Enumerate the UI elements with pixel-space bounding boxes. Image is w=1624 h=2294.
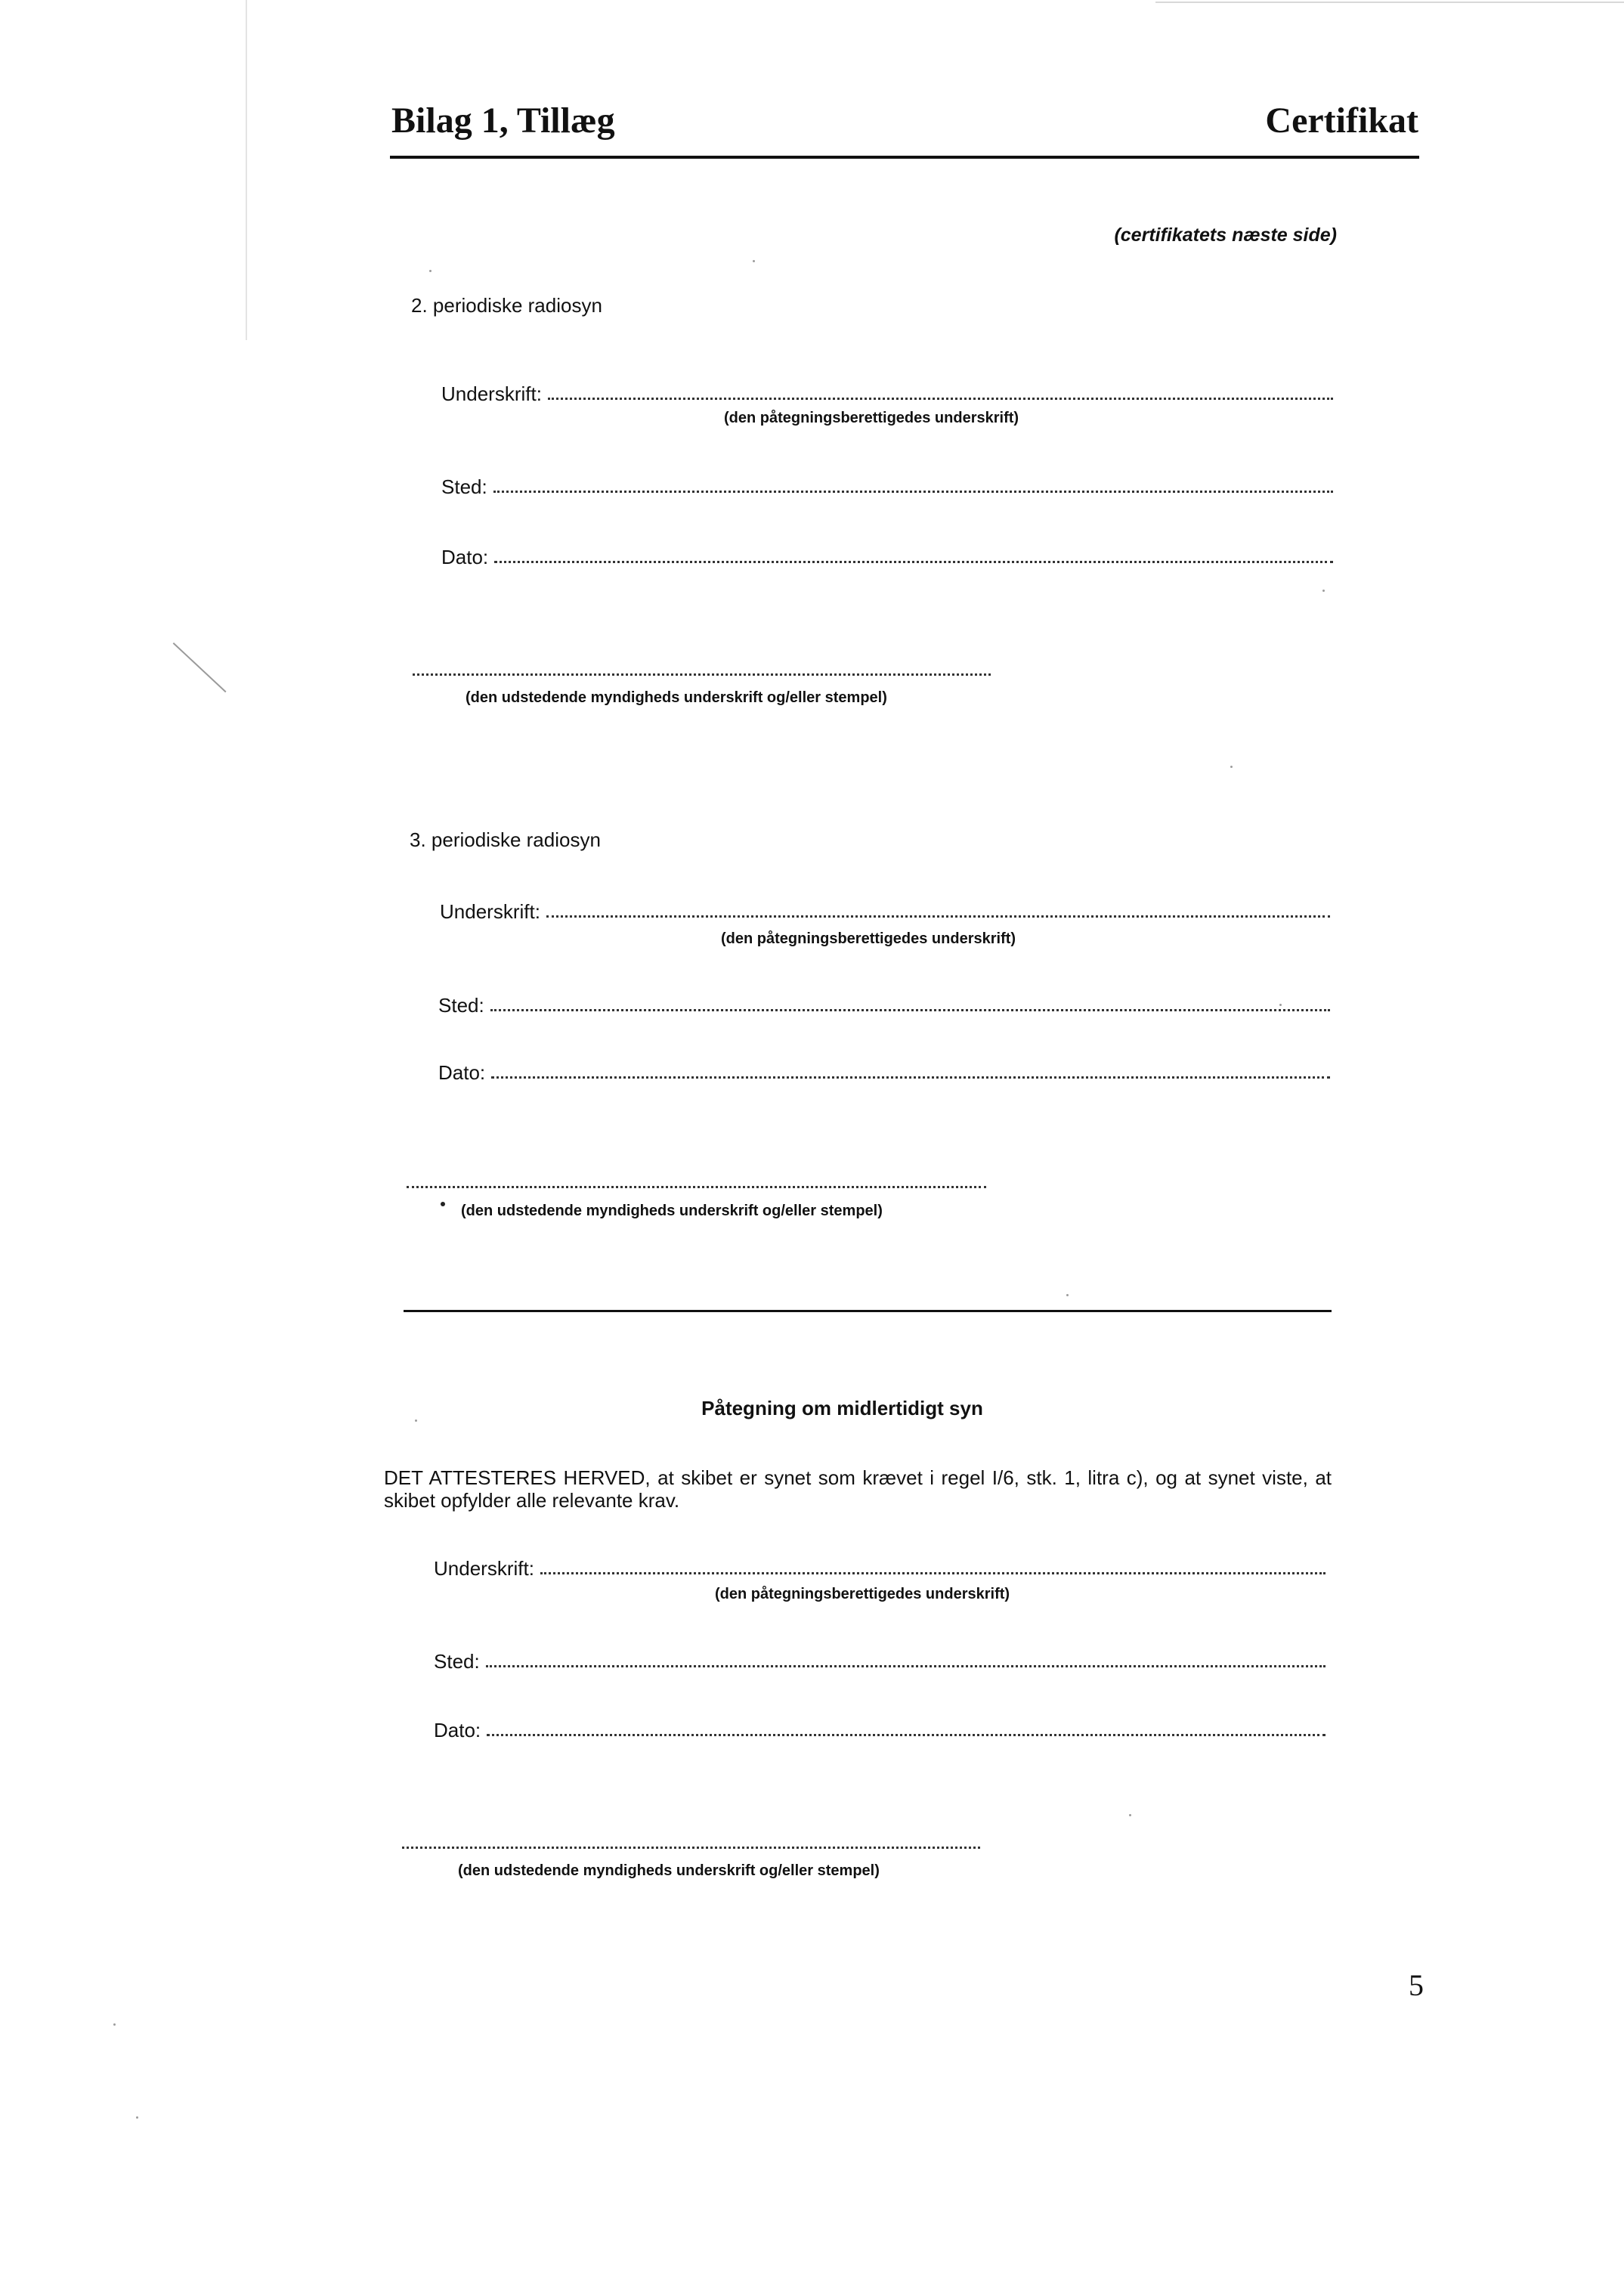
signature-caption: (den udstedende myndigheds underskrift og/eller stempel) [466,689,887,706]
field-label: Sted: [434,1650,480,1673]
section-divider [404,1310,1332,1312]
appendix-title: Bilag 1, Tillæg [391,101,615,141]
dotted-line [493,491,1333,493]
certificate-title: Certifikat [1265,101,1418,141]
endorsement-heading: Påtegning om midlertidigt syn [701,1397,983,1419]
field-caption: (den påtegningsberettigedes underskrift) [715,1586,1010,1602]
scan-speck [113,2023,116,2026]
dotted-line [486,1665,1325,1667]
date-field[interactable] [434,1716,1325,1741]
field-caption: (den påtegningsberettigedes underskrift) [721,930,1016,947]
place-field[interactable] [441,472,1333,498]
scan-speck [1322,590,1325,592]
dotted-line [540,1572,1325,1574]
dotted-line [548,398,1333,400]
dotted-line [491,1076,1330,1079]
authority-signature-line[interactable] [413,673,991,676]
signature-caption: (den udstedende myndigheds underskrift og/eller stempel) [458,1862,880,1879]
signature-field[interactable] [434,1554,1325,1580]
header-rule [390,156,1419,159]
field-label: Dato: [441,546,489,568]
continuation-note: (certifikatets næste side) [1114,224,1337,246]
dotted-line [546,915,1330,918]
scan-speck [429,270,432,272]
field-label: Sted: [438,994,484,1017]
scan-speck [1129,1814,1131,1816]
date-field[interactable] [438,1058,1330,1084]
scan-edge-artifact [246,0,247,340]
page-number: 5 [1409,1968,1424,2002]
authority-signature-line[interactable] [407,1186,986,1188]
attestation-text: DET ATTESTERES HERVED, at skibet er synet som krævet i regel I/6, stk. 1, litra c), og at synet viste, at skibet opfylder alle relevante krav. [384,1466,1332,1512]
scan-speck [1066,1294,1069,1296]
scan-top-artifact [1155,2,1624,3]
section-title: 2. periodiske radiosyn [411,294,602,317]
scan-speck [136,2116,138,2119]
field-caption: (den påtegningsberettigedes underskrift) [724,410,1019,426]
bullet-mark [441,1202,445,1206]
field-label: Sted: [441,475,487,498]
dotted-line [487,1734,1325,1736]
field-label: Underskrift: [440,900,540,923]
date-field[interactable] [441,543,1333,568]
section-title: 3. periodiske radiosyn [410,828,601,851]
field-label: Underskrift: [434,1557,534,1580]
scan-speck [753,260,755,262]
dotted-line [494,561,1333,563]
scan-speck [1230,766,1233,768]
scan-stroke-artifact [173,642,227,692]
field-label: Dato: [434,1719,481,1741]
signature-field[interactable] [441,379,1333,405]
authority-signature-line[interactable] [402,1847,980,1849]
field-label: Dato: [438,1061,486,1084]
signature-field[interactable] [440,897,1330,923]
place-field[interactable] [438,991,1330,1017]
dotted-line [490,1009,1330,1011]
place-field[interactable] [434,1647,1325,1673]
signature-caption: (den udstedende myndigheds underskrift og/eller stempel) [461,1203,883,1219]
field-label: Underskrift: [441,382,542,405]
